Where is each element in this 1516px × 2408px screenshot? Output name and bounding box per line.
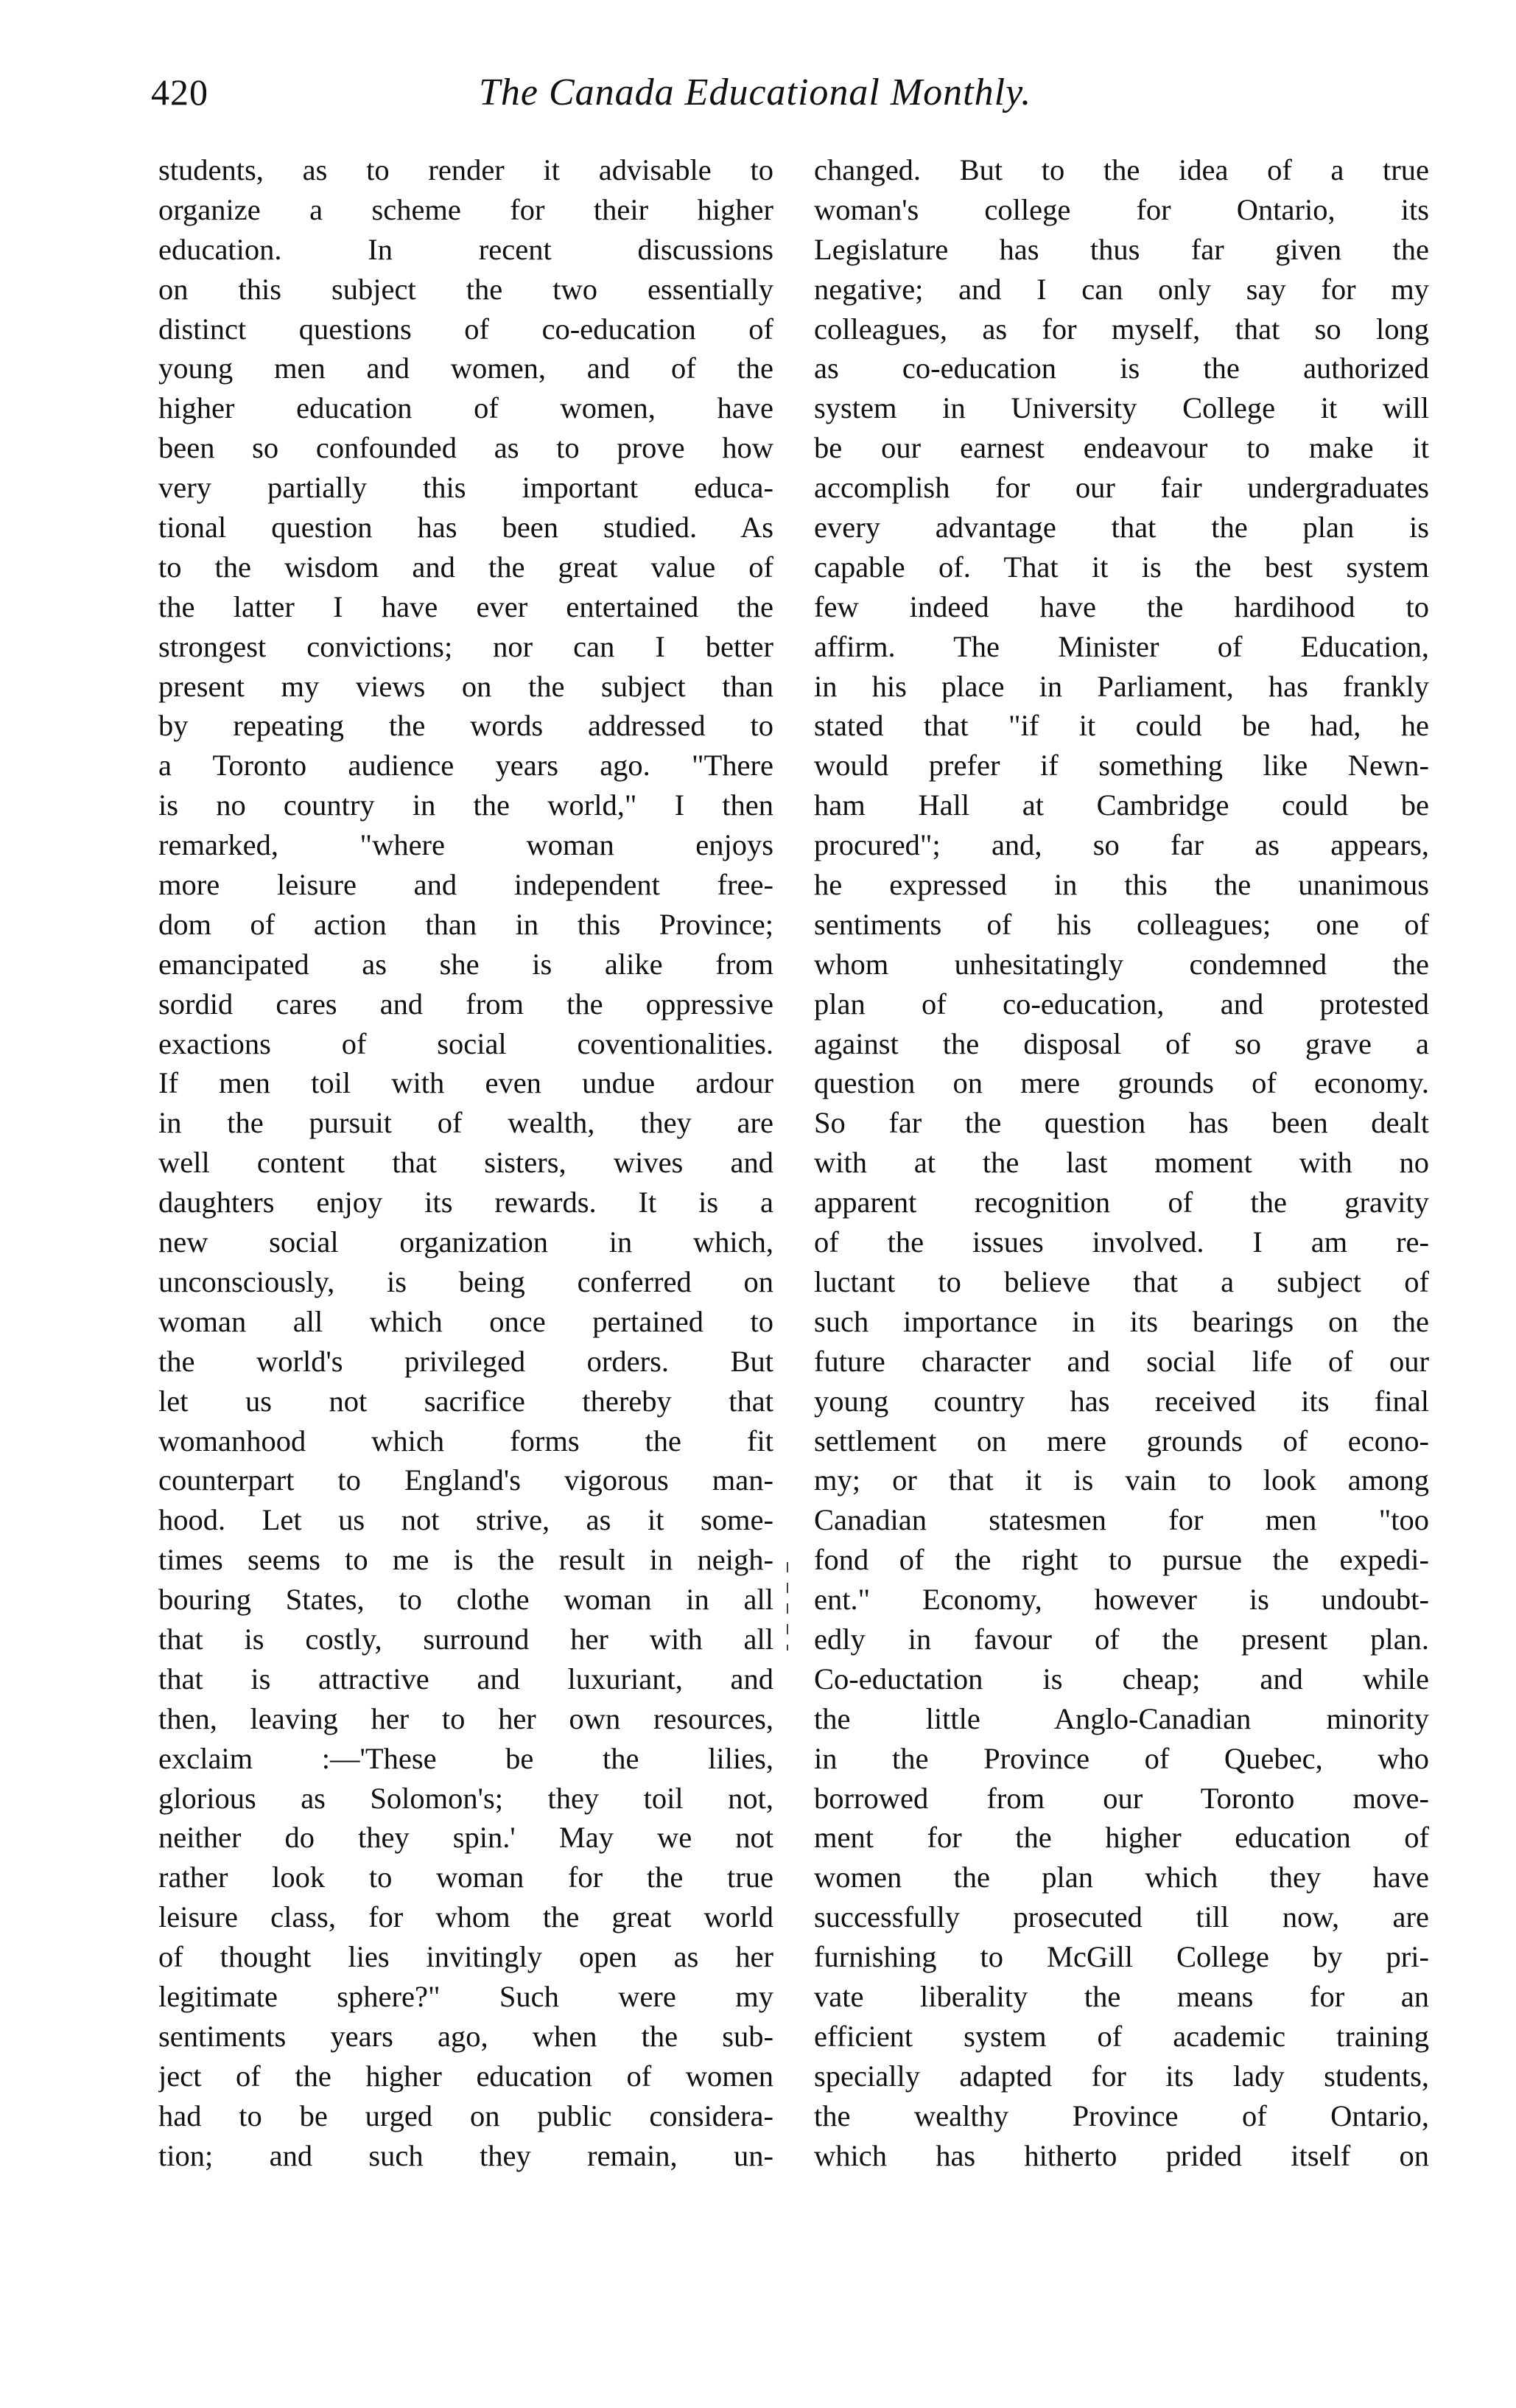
text-line: the wealthy Province of Ontario,	[814, 2099, 1429, 2132]
text-line: colleagues, as for myself, that so long	[814, 312, 1429, 346]
text-line: rather look to woman for the true	[158, 1861, 773, 1894]
text-line: present my views on the subject than	[158, 669, 773, 703]
text-line: remarked, "where woman enjoys	[158, 828, 773, 862]
text-line: negative; and I can only say for my	[814, 272, 1429, 306]
text-line: efficient system of academic training	[814, 2019, 1429, 2053]
text-line: by repeating the words addressed to	[158, 709, 773, 743]
text-line: specially adapted for its lady students,	[814, 2059, 1429, 2093]
text-line: vate liberality the means for an	[814, 1979, 1429, 2013]
text-line: my; or that it is vain to look among	[814, 1463, 1429, 1497]
text-line: hood. Let us not strive, as it some-	[158, 1503, 773, 1537]
text-line: successfully prosecuted till now, are	[814, 1900, 1429, 1934]
text-line: neither do they spin.' May we not	[158, 1821, 773, 1855]
text-line: of the issues involved. I am re-	[814, 1225, 1429, 1259]
text-line: that is attractive and luxuriant, and	[158, 1662, 773, 1695]
text-line: very partially this important educa-	[158, 471, 773, 505]
text-line: plan of co-education, and protested	[814, 987, 1429, 1021]
text-line: procured"; and, so far as appears,	[814, 828, 1429, 862]
text-line: unconsciously, is being conferred on	[158, 1264, 773, 1298]
text-line: luctant to believe that a subject of	[814, 1264, 1429, 1298]
text-line: would prefer if something like Newn-	[814, 749, 1429, 783]
text-line: the world's privileged orders. But	[158, 1344, 773, 1378]
text-line: womanhood which forms the fit	[158, 1424, 773, 1457]
text-line: ham Hall at Cambridge could be	[814, 788, 1429, 822]
text-line: such importance in its bearings on the	[814, 1304, 1429, 1338]
text-line: furnishing to McGill College by pri-	[814, 1940, 1429, 1974]
text-line: been so confounded as to prove how	[158, 431, 773, 465]
text-line: the latter I have ever entertained the	[158, 589, 773, 623]
text-line: system in University College it will	[814, 391, 1429, 425]
text-line: be our earnest endeavour to make it	[814, 431, 1429, 465]
column-divider	[787, 1562, 788, 1651]
running-title: The Canada Educational Monthly.	[479, 71, 1032, 113]
text-line: higher education of women, have	[158, 391, 773, 425]
text-line: question on mere grounds of economy.	[814, 1066, 1429, 1100]
text-line: sentiments years ago, when the sub-	[158, 2019, 773, 2053]
text-line: with at the last moment with no	[814, 1146, 1429, 1180]
text-line: daughters enjoy its rewards. It is a	[158, 1186, 773, 1219]
text-line: of thought lies invitingly open as her	[158, 1940, 773, 1974]
text-line: that is costly, surround her with all	[158, 1622, 773, 1656]
text-line: whom unhesitatingly condemned the	[814, 947, 1429, 981]
text-line: glorious as Solomon's; they toil not,	[158, 1781, 773, 1815]
left-text-column	[158, 150, 773, 2175]
text-line: Co-eductation is cheap; and while	[814, 1662, 1429, 1695]
text-line: well content that sisters, wives and	[158, 1146, 773, 1180]
text-line: sentiments of his colleagues; one of	[814, 907, 1429, 941]
text-line: Canadian statesmen for men "too	[814, 1503, 1429, 1537]
text-line: stated that "if it could be had, he	[814, 709, 1429, 743]
text-line: on this subject the two essentially	[158, 272, 773, 306]
text-line: strongest convictions; nor can I better	[158, 629, 773, 663]
page-number: 420	[151, 71, 208, 113]
running-header	[151, 71, 1418, 122]
text-line: dom of action than in this Province;	[158, 907, 773, 941]
text-line: fond of the right to pursue the expedi-	[814, 1543, 1429, 1577]
text-line: woman all which once pertained to	[158, 1304, 773, 1338]
text-line: capable of. That it is the best system	[814, 550, 1429, 584]
text-line: emancipated as she is alike from	[158, 947, 773, 981]
text-line: distinct questions of co-education of	[158, 312, 773, 346]
text-line: young men and women, and of the	[158, 351, 773, 385]
text-line: counterpart to England's vigorous man-	[158, 1463, 773, 1497]
text-line: young country has received its final	[814, 1384, 1429, 1418]
text-line: new social organization in which,	[158, 1225, 773, 1259]
text-line: as co-education is the authorized	[814, 351, 1429, 385]
text-line: ment for the higher education of	[814, 1821, 1429, 1855]
text-line: borrowed from our Toronto move-	[814, 1781, 1429, 1815]
text-line: education. In recent discussions	[158, 232, 773, 266]
text-line: accomplish for our fair undergraduates	[814, 471, 1429, 505]
text-line: legitimate sphere?" Such were my	[158, 1979, 773, 2013]
text-line: tional question has been studied. As	[158, 511, 773, 545]
text-line: exactions of social coventionalities.	[158, 1026, 773, 1060]
text-line: students, as to render it advisable to	[158, 153, 773, 186]
text-line: leisure class, for whom the great world	[158, 1900, 773, 1934]
text-line: sordid cares and from the oppressive	[158, 987, 773, 1021]
text-line: ject of the higher education of women	[158, 2059, 773, 2093]
text-line: ent." Economy, however is undoubt-	[814, 1583, 1429, 1617]
text-line: Legislature has thus far given the	[814, 232, 1429, 266]
text-line: the little Anglo-Canadian minority	[814, 1701, 1429, 1735]
text-line: apparent recognition of the gravity	[814, 1186, 1429, 1219]
text-line: women the plan which they have	[814, 1861, 1429, 1894]
text-line: which has hitherto prided itself on	[814, 2138, 1429, 2172]
text-line: few indeed have the hardihood to	[814, 589, 1429, 623]
text-line: If men toil with even undue ardour	[158, 1066, 773, 1100]
text-line: settlement on mere grounds of econo-	[814, 1424, 1429, 1457]
right-text-column	[814, 150, 1429, 2175]
text-line: times seems to me is the result in neigh-	[158, 1543, 773, 1577]
text-line: to the wisdom and the great value of	[158, 550, 773, 584]
text-line: every advantage that the plan is	[814, 511, 1429, 545]
text-line: he expressed in this the unanimous	[814, 868, 1429, 902]
text-line: had to be urged on public considera-	[158, 2099, 773, 2132]
text-line: in his place in Parliament, has frankly	[814, 669, 1429, 703]
text-line: against the disposal of so grave a	[814, 1026, 1429, 1060]
text-line: is no country in the world," I then	[158, 788, 773, 822]
text-line: in the Province of Quebec, who	[814, 1741, 1429, 1775]
text-line: exclaim :—'These be the lilies,	[158, 1741, 773, 1775]
text-line: more leisure and independent free-	[158, 868, 773, 902]
text-line: woman's college for Ontario, its	[814, 192, 1429, 226]
text-line: tion; and such they remain, un-	[158, 2138, 773, 2172]
text-line: in the pursuit of wealth, they are	[158, 1106, 773, 1140]
text-line: let us not sacrifice thereby that	[158, 1384, 773, 1418]
text-line: future character and social life of our	[814, 1344, 1429, 1378]
text-line: changed. But to the idea of a true	[814, 153, 1429, 186]
text-line: So far the question has been dealt	[814, 1106, 1429, 1140]
text-line: edly in favour of the present plan.	[814, 1622, 1429, 1656]
text-line: then, leaving her to her own resources,	[158, 1701, 773, 1735]
text-line: a Toronto audience years ago. "There	[158, 749, 773, 783]
text-line: affirm. The Minister of Education,	[814, 629, 1429, 663]
text-line: bouring States, to clothe woman in all	[158, 1583, 773, 1617]
text-line: organize a scheme for their higher	[158, 192, 773, 226]
